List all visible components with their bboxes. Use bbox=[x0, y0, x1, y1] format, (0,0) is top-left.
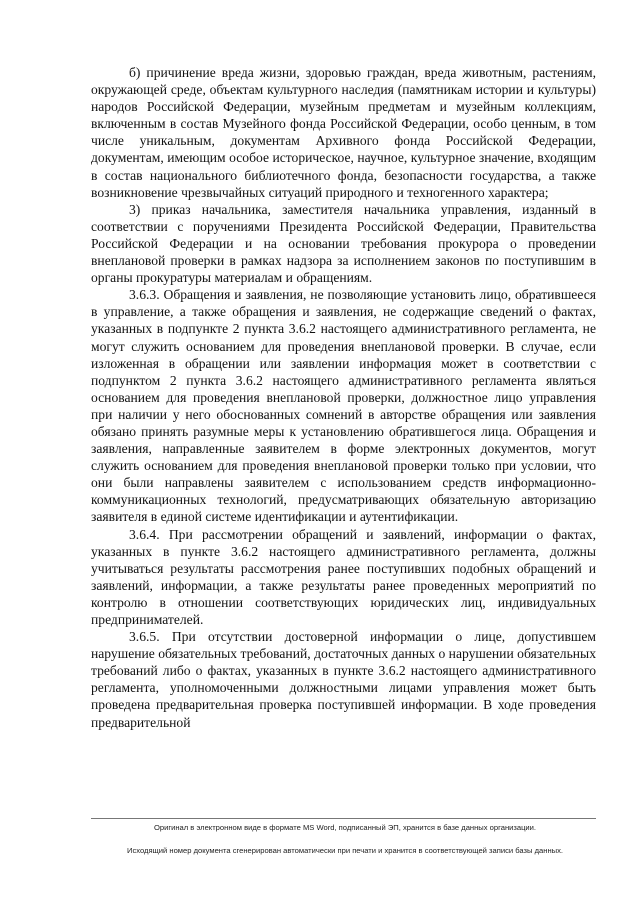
footer-outgoing-number-note: Исходящий номер документа сгенерирован автоматически при печати и хранится в соответствующей записи базы данных. bbox=[126, 846, 563, 855]
paragraph-3-6-3: 3.6.3. Обращения и заявления, не позволяющие установить лицо, обратившееся в управление, а также обращения и заявления, не содержащие сведений о фактах, указанных в подпункте 2 пункта 3.6.2 настоящего административного регламента, не могут служить основанием для проведения внеплановой проверки. В случае, если изложенная в обращении или заявлении информация может в соответствии с подпунктом 2 пункта 3.6.2 настоящего административного регламента являться основанием для проведения внеплановой проверки, должностное лицо управления при наличии у него обоснованных сомнений в авторстве обращения или заявления обязано принять разумные меры к установлению обратившегося лица. Обращения и заявления, направленные заявителем в форме электронных документов, могут служить основанием для проведения внеплановой проверки только при условии, что они были направлены заявителем с использованием средств информационно-коммуникационных технологий, предусматривающих обязательную авторизацию заявителя в единой системе идентификации и аутентификации. bbox=[91, 287, 596, 525]
paragraph-order-3: 3) приказ начальника, заместителя начальника управления, изданный в соответствии с поручениями Президента Российской Федерации, Правительства Российской Федерации и на основании требования прокурора о проведении внеплановой проверки в рамках надзора за исполнением законов по поступившим в органы прокуратуры материалам и обращениям. bbox=[91, 201, 596, 286]
footer-original-note: Оригинал в электронном виде в формате MS Word, подписанный ЭП, хранится в базе данных организации. bbox=[153, 823, 537, 832]
paragraph-3-6-5: 3.6.5. При отсутствии достоверной информации о лице, допустившем нарушение обязательных требований, достаточных данных о нарушении обязательных требований либо о фактах, указанных в пункте 3.6.2 настоящего административного регламента, уполномоченными должностными лицами управления может быть проведена предварительная проверка поступившей информации. В ходе проведения предварительной bbox=[91, 629, 596, 730]
footer-divider bbox=[91, 818, 596, 819]
document-body bbox=[91, 64, 596, 731]
paragraph-3-6-4: 3.6.4. При рассмотрении обращений и заявлений, информации о фактах, указанных в пункте 3.6.2 настоящего административного регламента, должны учитываться результаты рассмотрения ранее поступивших подобных обращений и заявлений, информации, а также результаты ранее проведенных мероприятий по контролю в отношении соответствующих юридических лиц, индивидуальных предпринимателей. bbox=[91, 526, 596, 627]
paragraph-harm-list: б) причинение вреда жизни, здоровью граждан, вреда животным, растениям, окружающей среде, объектам культурного наследия (памятникам истории и культуры) народов Российской Федерации, музейным предметам и музейным коллекциям, включенным в состав Музейного фонда Российской Федерации, особо ценным, в том числе уникальным, документам Архивного фонда Российской Федерации, документам, имеющим особое историческое, научное, культурное значение, входящим в состав национального библиотечного фонда, безопасности государства, а также возникновение чрезвычайных ситуаций природного и техногенного характера; bbox=[91, 65, 596, 200]
